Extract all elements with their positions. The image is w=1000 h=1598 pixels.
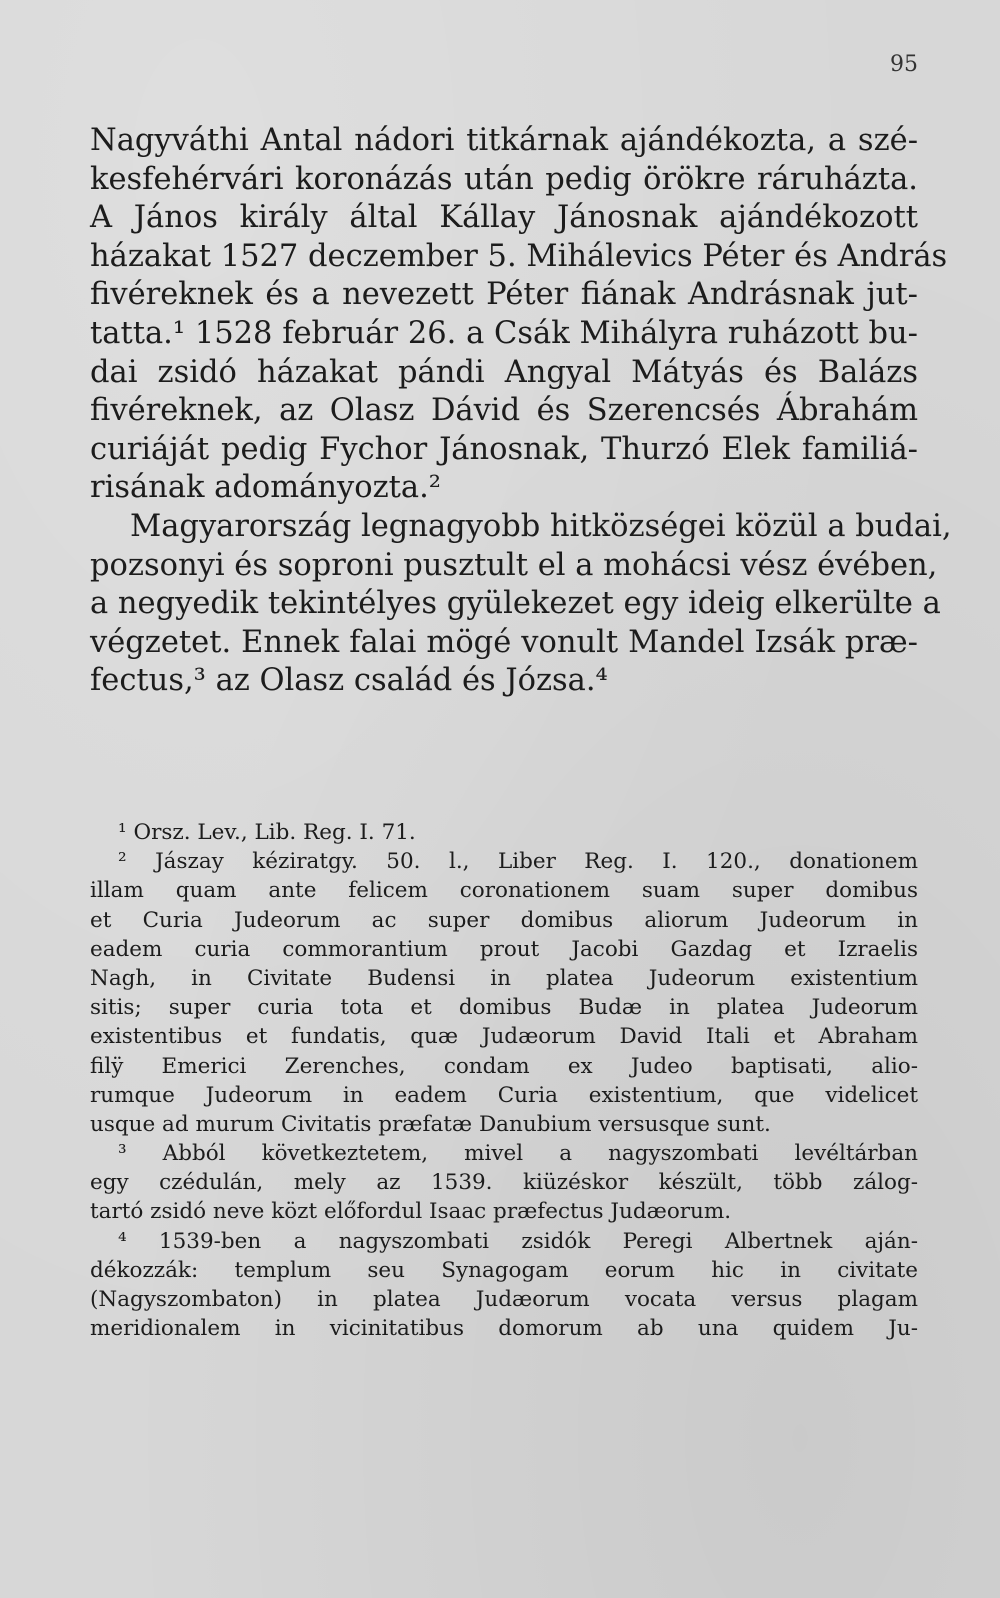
text-line: tatta.¹ 1528 február 26. a Csák Mihályra ruházott bu- [90, 315, 918, 351]
text-line: végzetet. Ennek falai mögé vonult Mandel Izsák præ- [90, 624, 918, 660]
footnote-line: dékozzák: templum seu Synagogam eorum hic in civitate [90, 1257, 918, 1283]
text-line: fivéreknek, az Olasz Dávid és Szerencsés Ábrahám [90, 393, 918, 429]
footnote-line: rumque Judeorum in eadem Curia existentium, que videlicet [90, 1082, 918, 1108]
main-text [90, 122, 952, 701]
footnote-line: existentibus et fundatis, quæ Judæorum David Itali et Abraham [90, 1024, 918, 1050]
footnotes [90, 818, 918, 1343]
text-line: házakat 1527 deczember 5. Mihálevics Péter és András [90, 238, 948, 274]
footnote-line: usque ad murum Civitatis præfatæ Danubium versusque sunt. [90, 1111, 771, 1137]
footnote-line: ⁴ 1539-ben a nagyszombati zsidók Peregi Albertnek aján- [118, 1228, 918, 1254]
footnote-line: tartó zsidó neve közt előfordul Isaac præfectus Judæorum. [90, 1199, 732, 1225]
text-line: pozsonyi és soproni pusztult el a mohácsi vész évében, [90, 547, 938, 583]
footnote-line: sitis; super curia tota et domibus Budæ in platea Judeorum [90, 995, 918, 1021]
text-line: kesfehérvári koronázás után pedig örökre ráruházta. [90, 161, 918, 197]
footnote-line: egy czédulán, mely az 1539. kiüzéskor készült, több zálog- [90, 1170, 918, 1196]
text-line: fivéreknek és a nevezett Péter fiának Andrásnak jut- [90, 277, 918, 313]
text-line: a negyedik tekintélyes gyülekezet egy ideig elkerülte a [90, 586, 941, 622]
footnote-line: filÿ Emerici Zerenches, condam ex Judeo baptisati, alio- [90, 1053, 918, 1079]
footnote-line: (Nagyszombaton) in platea Judæorum vocata versus plagam [90, 1287, 918, 1312]
text-line: Magyarország legnagyobb hitközségei közül a budai, [130, 508, 952, 544]
page-number: 95 [890, 52, 918, 77]
footnote-line: ² Jászay kéziratgy. 50. l., Liber Reg. I. 120., donationem [118, 849, 918, 875]
footnote-line: et Curia Judeorum ac super domibus aliorum Judeorum in [90, 907, 918, 933]
footnote-line: illam quam ante felicem coronationem suam super domibus [90, 878, 918, 904]
text-line: curiáját pedig Fychor Jánosnak, Thurzó Elek familiá- [90, 431, 918, 467]
footnote-line: meridionalem in vicinitatibus domorum ab una quidem Ju- [90, 1316, 918, 1342]
text-line: A János király által Kállay Jánosnak ajándékozott [90, 200, 918, 236]
footnote-line: Nagh, in Civitate Budensi in platea Judeorum existentium [90, 965, 918, 991]
footnote-line: ³ Abból következtetem, mivel a nagyszombati levéltárban [118, 1141, 918, 1167]
text-line: Nagyváthi Antal nádori titkárnak ajándékozta, a szé- [90, 123, 918, 158]
text-line: risának adományozta.² [90, 470, 442, 506]
text-line: dai zsidó házakat pándi Angyal Mátyás és Balázs [90, 354, 918, 390]
footnote-line: ¹ Orsz. Lev., Lib. Reg. I. 71. [118, 820, 416, 845]
text-line: fectus,³ az Olasz család és Józsa.⁴ [90, 663, 608, 699]
footnote-line: eadem curia commorantium prout Jacobi Gazdag et Izraelis [90, 936, 918, 962]
